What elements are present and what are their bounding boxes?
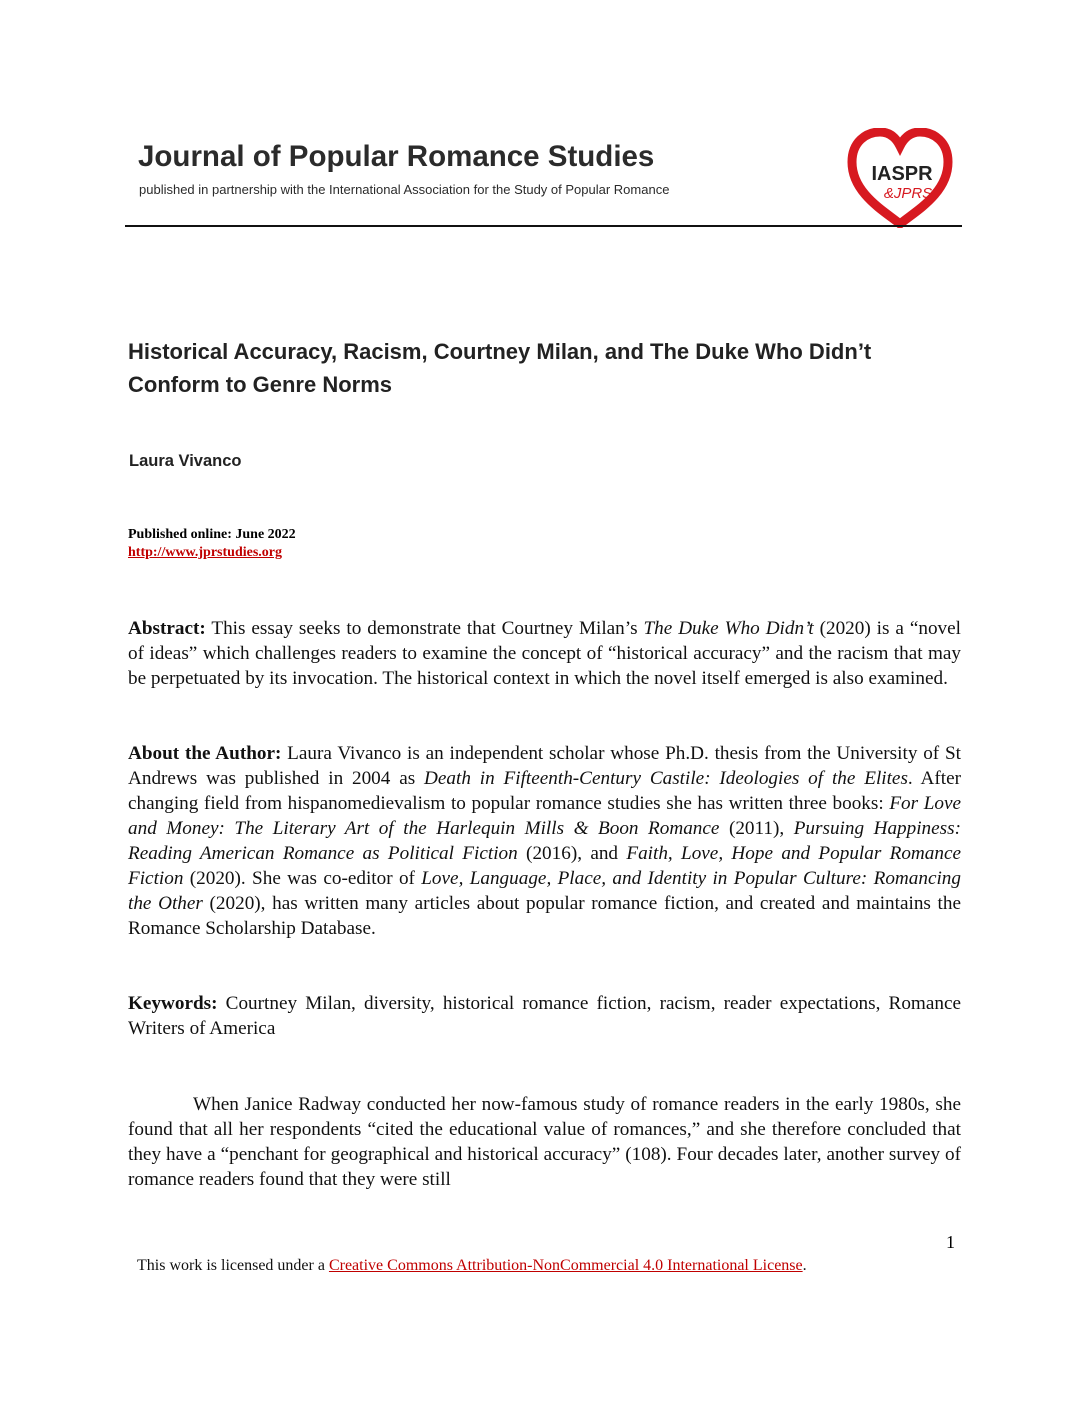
abstract-label: Abstract: [128, 618, 206, 639]
book-title: Faith, Love, Hope and Popular Romance Fiction [128, 843, 962, 889]
license-link[interactable]: Creative Commons Attribution-NonCommercial 4.0 International License [328, 1257, 803, 1274]
book-title: Love, Language, Place, and Identity in Popular Culture: Romancing the Other [128, 868, 961, 914]
about-text: . After changing field from hispanomedievalism to popular romance studies she has written three books: [128, 768, 961, 814]
about-text: (2020). She was co-editor of [183, 868, 422, 889]
about-author-label: About the Author: [128, 743, 282, 764]
abstract-text: (2020) is a “novel of ideas” which challenges readers to examine the concept of “historical accuracy” and the racism that may be perpetuated by its invocation. The historical context in which the novel itself emerged is also examined. [128, 618, 961, 689]
book-title: For Love and Money: The Literary Art of the Harlequin Mills & Boon Romance [128, 793, 961, 839]
about-text: Laura Vivanco is an independent scholar whose Ph.D. thesis from the University of St Andrews was published in 2004 as [128, 743, 961, 789]
journal-website-link[interactable]: http://www.jprstudies.org [128, 545, 283, 560]
abstract-paragraph [128, 616, 961, 691]
published-online: Published online: June 2022 [128, 527, 296, 542]
logo-text-jprs: &JPRS [883, 185, 933, 202]
abstract-book-title: The Duke Who Didn’t [643, 618, 814, 639]
book-title: Death in Fifteenth-Century Castile: Ideologies of the Elites [424, 768, 908, 789]
journal-subtitle: published in partnership with the International Association for the Study of Popular Romance [139, 182, 670, 197]
journal-title: Journal of Popular Romance Studies [138, 140, 655, 173]
body-paragraph: When Janice Radway conducted her now-famous study of romance readers in the early 1980s, she found that all her respondents “cited the educational value of romances,” and she therefore concluded that they have a “penchant for geographical and historical accuracy” (108). Four decades later, another survey of romance readers found that they were still [128, 1094, 961, 1190]
keywords-label: Keywords: [128, 993, 218, 1014]
about-author-paragraph [128, 741, 961, 941]
page-number: 1 [946, 1232, 955, 1252]
abstract-text: This essay seeks to demonstrate that Courtney Milan’s [205, 618, 644, 639]
header-divider [125, 225, 962, 227]
keywords-paragraph [128, 991, 961, 1041]
about-text: (2020), has written many articles about popular romance fiction, and created and maintains the Romance Scholarship Database. [128, 893, 961, 939]
about-text: (2016), and [517, 843, 627, 864]
about-text: (2011), [719, 818, 794, 839]
license-prefix: This work is licensed under a [137, 1257, 329, 1274]
article-title: Historical Accuracy, Racism, Courtney Milan, and The Duke Who Didn’t Conform to Genre Norms [128, 339, 872, 397]
book-title: Pursuing Happiness: Reading American Romance as Political Fiction [128, 818, 961, 864]
author-name: Laura Vivanco [129, 452, 242, 470]
logo-text-iaspr: IASPR [871, 163, 933, 185]
license-suffix: . [802, 1257, 807, 1274]
keywords-list: Courtney Milan, diversity, historical romance fiction, racism, reader expectations, Romance Writers of America [128, 993, 961, 1039]
license-notice [137, 1255, 857, 1277]
heart-logo-icon [846, 128, 954, 228]
